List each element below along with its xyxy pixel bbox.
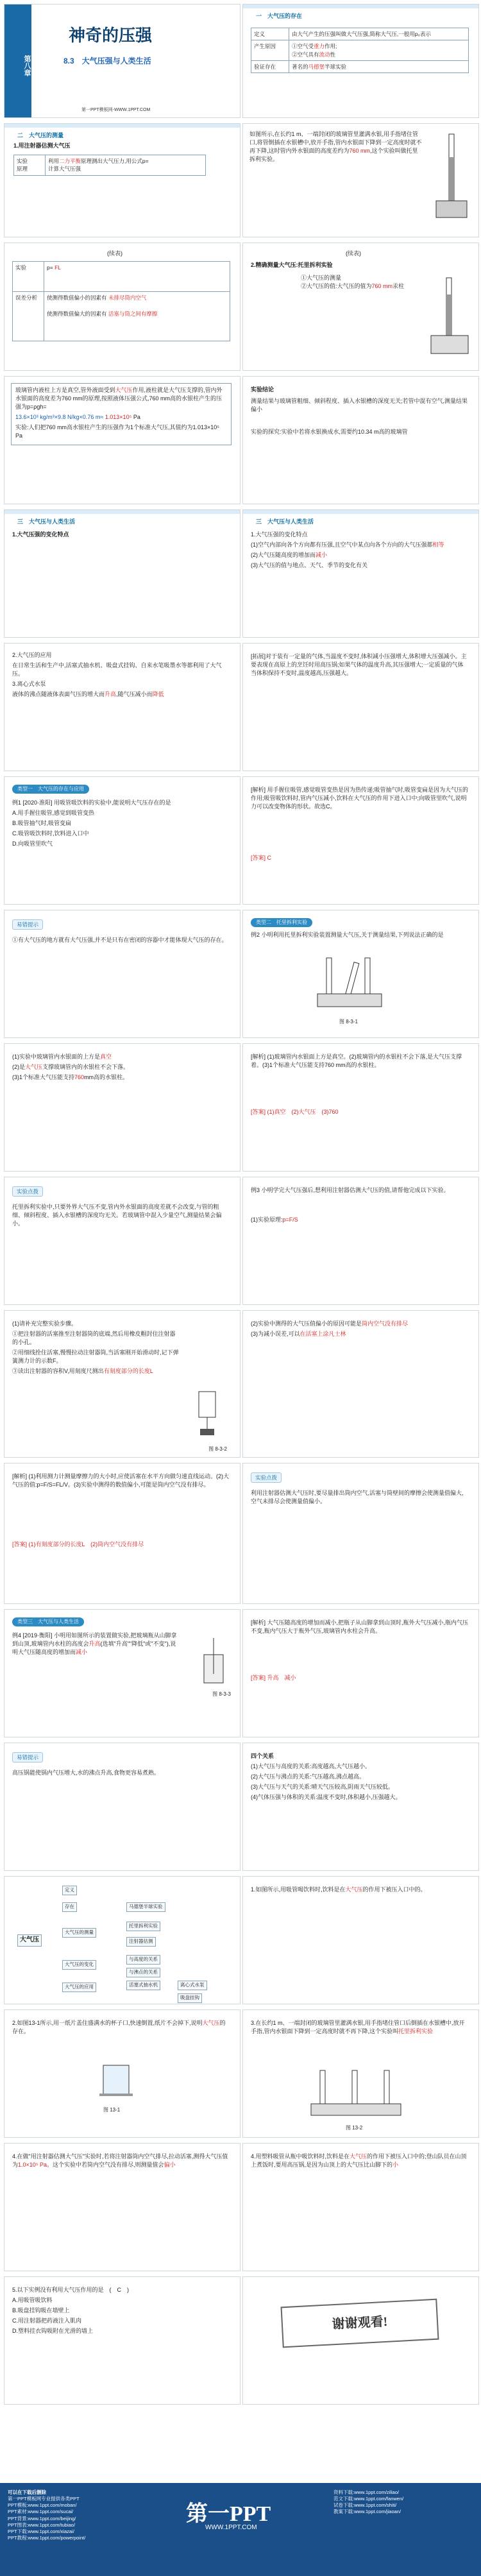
paragraph: 高压锅能使锅内气压增大,水的沸点升高,食物更容易煮熟。 [12, 1770, 160, 1776]
text: 随气压减小而 [117, 691, 153, 698]
text: 的作用下被压入口中的。 [362, 1886, 426, 1893]
text: mm高的水银柱。 [84, 1074, 129, 1081]
mindmap-node: 与沸点的关系 [126, 1968, 160, 1977]
text: 如图所示,在长约1 m、一端封闭的玻璃管里灌满水银,用手指堵住管口,将管倒插在水银槽中,放开手指,管内水银面下降到一定高度时就不再下降,这时管内外水银面的高度差约为 [249, 131, 422, 155]
principle-box [11, 383, 232, 445]
option: D.向吸管里吹气 [12, 840, 53, 848]
answer: 相等 [432, 542, 444, 549]
paragraph: 测量结果与玻璃管粗细、倾斜程度、插入水银槽的深度无关;若管中混有空气,测量结果偏小 [251, 398, 468, 413]
slide-tip3 [242, 1463, 479, 1604]
text: 3.在长约1 m、一端封闭的玻璃管里灌满水银,用手指堵住管口后倒插在水银槽中,放开手指,管内水银面下降到一定高度时就不再下降,这个实验叫 [251, 2020, 465, 2035]
list-item: (2)大气压与沸点的关系:气压越高,沸点越高。 [251, 1773, 366, 1780]
text: ②空气具有 [292, 51, 319, 58]
text: 液体的沸点随液体表面气压的增大而 [12, 691, 105, 698]
paragraph: [拓展]对于装有一定量的气体,当温度不变时,体积减小压强增大,体积增大压强减小。主要表现在高原上的烹饪时用高压锅;如果气体的温度升高,其压强增大;一定质量的气体当体积保持不变时,温度越高,压强越大。 [251, 653, 467, 677]
answer: 升高 [105, 691, 117, 698]
footer-link[interactable]: PPT图表:www.1ppt.com/tubiao/ [8, 2521, 76, 2528]
mindmap-node: 活塞式抽水机 [126, 1981, 160, 1990]
question [12, 2153, 230, 2169]
mindmap-node: 大气压的测量 [62, 1928, 96, 1938]
row-label: 实验 [13, 262, 44, 292]
text: 性 [330, 51, 336, 58]
question [251, 2019, 469, 2036]
concept-table [251, 28, 469, 73]
list [251, 1320, 469, 1340]
slide-example3 [242, 1177, 479, 1305]
slide-exercise4 [4, 2143, 240, 2271]
slide-pressure-life-a [4, 509, 240, 638]
text: 作用; [325, 43, 337, 50]
row-label: 验证存在 [251, 60, 289, 73]
list-item: (3)大气压的值与地点、天气、季节的变化有关 [251, 562, 368, 569]
answer: 大气压 [25, 1064, 43, 1071]
list [251, 531, 469, 572]
answer: [答案] (1)有刻度部分的长度L (2)筒内空气没有排尽 [12, 1541, 144, 1548]
text: 的存在。 [12, 2020, 226, 2035]
slide-exercise3 [242, 2009, 479, 2138]
answer: 760 mm [349, 148, 371, 155]
mindmap-node: 与高度的关系 [126, 1955, 160, 1965]
list-item: 1.大气压强的变化特点 [251, 531, 308, 538]
tip-tag: 易错提示 [12, 919, 43, 930]
label: 实验 [17, 158, 28, 164]
question [12, 799, 230, 850]
footer-link[interactable]: PPT教程:www.1ppt.com/powerpoint/ [8, 2534, 86, 2541]
paragraph: ①有大气压的地方就有大气压强,并不是只有在密闭的容器中才能体现大气压的存在。 [12, 937, 228, 943]
list-item: 四个关系 [251, 1753, 274, 1759]
barometer-diagram [432, 132, 471, 221]
answer: 大气压 [350, 2153, 367, 2160]
list-item: (1)大气压与高度的关系:高度越高,大气压越小。 [251, 1763, 371, 1770]
mindmap-center: 大气压 [17, 1934, 42, 1947]
list: 2.大气压的应用 在日常生活和生产中,活塞式抽水机、吸盘式挂钩、自来水笔吸墨水等都利用了大气压。 3.离心式水泵 液体的沸点随液体表面气压的增大而升高,随气压减小而降低 [12, 651, 230, 701]
answer: FL [55, 264, 61, 271]
text: ①空气受 [292, 43, 314, 50]
analysis: [解析] 大气压随高度的增加而减小,把瓶子从山脚拿到山顶时,瓶外大气压减小,瓶内气压不变,瓶内气压大于瓶外气压,玻璃管内水柱会升高。 [251, 1619, 469, 1635]
footer-link[interactable]: 试卷下载:www.1ppt.com/shiti/ [333, 2502, 397, 2509]
answer: 1.0×10⁵ Pa [18, 2162, 47, 2169]
tip-tag: 易错提示 [12, 1752, 43, 1762]
syringe-figure [186, 1388, 231, 1439]
list-item: ①把注射器的活塞推至注射器筒的底端,然后用橡皮帽封住注射器的小孔。 [12, 1331, 176, 1346]
type-pill: 类型一 大气压的存在与应用 [12, 785, 89, 794]
answer: [答案] C [251, 855, 272, 861]
answer: [答案] (1)真空 (2)大气压 (3)760 [251, 1109, 339, 1115]
answer: 1.013×10⁵ [105, 414, 132, 421]
option: B.吸盘挂钩吸在墙壁上 [12, 2307, 70, 2314]
slide-measure [4, 123, 240, 237]
answer: 在活塞上涂凡士林 [300, 1331, 346, 1338]
answer: 筒内空气没有排尽 [362, 1320, 409, 1327]
cup-figure [94, 2061, 139, 2100]
section-title: 一 大气压的存在 [256, 13, 303, 19]
analysis: [解析] (1)利用测力计测量摩擦力的大小时,应使活塞在水平方向做匀速直线运动。(2)大气压的值:p=F/S=FL/V。(3)实验中测得的数值偏小,可能是筒内空气没有排尽。 [12, 1473, 230, 1488]
answer: 760 [74, 1074, 85, 1081]
option: C.用注射器把药液注入肌肉 [12, 2317, 82, 2324]
slide-tip2 [4, 1177, 240, 1305]
slide-principle [4, 376, 240, 504]
answer: 大气压 [345, 1886, 363, 1893]
slide-exercise6 [4, 2276, 240, 2405]
list-item: 2.大气压的应用 [12, 652, 52, 658]
text: (选填"升高""降低"或"不变"),说明大气压随高度的增加而 [12, 1641, 176, 1656]
answer: 减小 [316, 552, 328, 559]
text: 使测得数值偏大的因素有 [47, 310, 107, 317]
question [12, 1632, 179, 1657]
slide-exercise1 [242, 1876, 479, 2004]
footer-site: WWW.1PPT.COM [205, 2524, 257, 2531]
text: 1.如图所示,用吸管喝饮料时,饮料是在 [251, 1886, 346, 1893]
answer: 减小 [76, 1649, 88, 1656]
analysis: [解析] (1)玻璃管内水银面上方是真空。(2)玻璃管内的水银柱不会下落,是大气压支撑着。(3)1个标准大气压能支持760 mm高的水银柱。 [251, 1053, 462, 1069]
slide-example2 [242, 910, 479, 1038]
figure-caption: 图 13-1 [103, 2107, 121, 2113]
tubes-figure [307, 2068, 410, 2119]
question [251, 1886, 469, 1894]
slide-accurate-measure [242, 243, 479, 371]
answer: 未排尽筒内空气 [108, 294, 147, 301]
text: 2.如图13-1所示,用一纸片盖住盛满水的杯子口,快速倒置,纸片不会掉下,说明 [12, 2020, 203, 2026]
slide-four-relations [242, 1743, 479, 1871]
text: 支撑玻璃管内的水银柱不会下落。 [42, 1064, 130, 1071]
figure-caption: 图 8-3-1 [339, 1019, 358, 1025]
heading: 2.精确测量大气压:托里拆利实验 [251, 262, 333, 268]
slide-example1 [4, 776, 240, 905]
tube-diagram [427, 275, 472, 359]
question [251, 2153, 469, 2169]
figure-caption: 图 8-3-3 [212, 1691, 231, 1697]
footer-info-right [333, 2489, 475, 2516]
figure-caption: 图 8-3-2 [208, 1446, 227, 1452]
slide-exercise2 [4, 2009, 240, 2138]
option: C.吸管吸饮料时,饮料进入口中 [12, 830, 89, 837]
answer: 活塞与筒之间有摩擦 [108, 310, 158, 317]
text: 4.在做"用注射器估测大气压"实验时,若将注射器筒内空气排尽,拉动活塞,测得大气压值为 [12, 2153, 228, 2169]
slide-example2-questions [4, 1043, 240, 1172]
footer-link[interactable]: PPT素材:www.1ppt.com/sucai/ [8, 2509, 74, 2515]
footer-link[interactable]: PPT下载:www.1ppt.com/xiazai/ [8, 2528, 74, 2534]
answer: 760 mm [371, 283, 393, 290]
section-title: 三 大气压与人类生活 [17, 518, 76, 525]
answer: 偏小 [164, 2162, 176, 2169]
answer: p=F/S [282, 1216, 298, 1223]
tip-tag: 实验点拨 [12, 1186, 43, 1197]
mindmap-node: 托里拆利实验 [126, 1922, 160, 1931]
chapter-label: 第八章 [4, 4, 31, 117]
footer-link[interactable]: 教案下载:www.1ppt.com/jiaoan/ [333, 2509, 401, 2515]
text: (3)为减小误差,可以 [251, 1331, 300, 1338]
mindmap-node: 定义 [62, 1886, 77, 1895]
slide-tip1 [4, 910, 240, 1038]
unit: Pa [133, 414, 140, 421]
heading: 1.用注射器估测大气压 [13, 142, 71, 149]
slide-error-analysis [4, 243, 240, 371]
answer: 升高 [89, 1641, 101, 1648]
text: ,这个实验叫做托里拆利实验。 [249, 148, 418, 163]
list [251, 1752, 469, 1804]
section-title: 二 大气压的测量 [17, 132, 64, 139]
answer: 大气压 [115, 387, 133, 393]
section-title: 三 大气压与人类生活 [256, 518, 314, 525]
type-pill: 类型二 托里拆利实验 [251, 918, 312, 927]
footer-link[interactable]: PPT背景:www.1ppt.com/beijing/ [8, 2515, 76, 2521]
row-label: 定义 [251, 28, 289, 40]
footer-logo: 第一PPT [186, 2502, 271, 2526]
answer: 有刻度部分的长度L [103, 1368, 153, 1375]
mindmap-node: 离心式水泵 [178, 1981, 207, 1990]
mindmap-node: 大气压的应用 [62, 1983, 96, 1992]
slide-tip4 [4, 1743, 240, 1871]
slide-example4 [4, 1609, 240, 1737]
caption: (续表) [346, 250, 361, 257]
row-label: 误差分析 [13, 292, 44, 341]
text: (2)实验中测得的大气压值偏小的原因可能是 [251, 1320, 362, 1327]
list-item: ②用细线拴住活塞,慢慢拉动注射器筒,当活塞刚开始滑动时,记下弹簧测力计的示数F。 [12, 1349, 179, 1365]
mindmap-node: 注射器估测 [126, 1937, 156, 1947]
footer-info [8, 2489, 136, 2541]
list [12, 1053, 230, 1084]
slide-extension [242, 643, 479, 771]
paragraph: 利用注射器估测大气压时,要尽量排出筒内空气,活塞与筒壁间的摩擦会使测量值偏大,空气未排尽会使测量值偏小。 [251, 1490, 464, 1505]
paragraph [249, 130, 423, 164]
question-stem: 例2 小明利用托里拆利实验装置测量大气压,关于测量结果,下列说法正确的是 [251, 932, 444, 938]
slide-example3-steps [4, 1310, 240, 1458]
answer: 托里拆利实验 [398, 2028, 434, 2035]
formula: 13.6×10³ kg/m³×9.8 N/kg×0.76 m≈ [15, 414, 104, 421]
footer-link[interactable]: 资料下载:www.1ppt.com/ziliao/ [333, 2489, 400, 2495]
type-pill: 类型三 大气压与人类生活 [12, 1617, 84, 1626]
text: 原理测出大气压力,用公式p= [81, 158, 149, 164]
text: ③读出注射器的容积V,用刻度尺测出 [12, 1368, 104, 1375]
answer: 流动 [319, 51, 330, 58]
list-item: (1)请补充完整实验步骤。 [12, 1320, 78, 1327]
slide-conclusion [242, 376, 479, 504]
question-stem: 5.以下实例没有利用大气压作用的是 ( C ) [12, 2287, 130, 2293]
analysis: [解析] 用手握住吸管,感觉吸管变热是因为热传递;吸管抽气时,吸管变扁是因为大气压的作用;吸管吸饮料时,管内气压减小,饮料在大气压的作用下进入口中;向吸管里吹气,说明力可以改变物体的形状。故选C。 [251, 787, 469, 810]
text: (1)空气内部向各个方向都有压强,且空气中某点向各个方向的大气压强都 [251, 542, 433, 549]
footer-banner [0, 2483, 481, 2576]
text: 著名的 [292, 63, 308, 70]
option: B.吸管抽气时,吸管变扁 [12, 820, 72, 827]
text: 汞柱 [392, 283, 405, 290]
list-item: 3.离心式水泵 [12, 681, 46, 688]
figure-caption: 图 13-2 [346, 2125, 363, 2131]
paragraph [301, 274, 416, 291]
text: 利用 [48, 158, 60, 164]
slide-torricelli-text [242, 123, 479, 237]
question [12, 2019, 230, 2036]
footer-link[interactable]: 范文下载:www.1ppt.com/fanwen/ [333, 2496, 404, 2502]
mindmap-node: 吸盘挂钩 [178, 1993, 202, 2003]
text: 例4 [2019·衡阳] 小明用如图所示的装置做实验,把玻璃瓶从山脚拿到山顶,玻璃管内水柱的高度会 [12, 1632, 177, 1648]
row-value: 由大气产生的压强叫做大气压强,简称大气压,一般用p₀表示 [289, 28, 469, 40]
label: 原理 [17, 166, 28, 173]
mindmap-node: 大气压的变化 [62, 1960, 96, 1970]
slide-example3-answer [4, 1463, 240, 1604]
text: ②大气压的值:大气压的值为 [301, 283, 372, 290]
experiment-figure [314, 955, 391, 1013]
paragraph: 实验的探究:实验中若将水银换成水,需要约10.34 m高的玻璃管 [251, 429, 408, 435]
answer: 二力平衡 [59, 158, 81, 164]
slide-example4-answer [242, 1609, 479, 1737]
question-stem: 例3 小明学完大气压强后,想利用注射器估测大气压的值,请帮他完成以下实验。 [251, 1187, 450, 1193]
list-item: 在日常生活和生产中,活塞式抽水机、吸盘式挂钩、自来水笔吸墨水等都利用了大气压。 [12, 662, 222, 678]
text: (1)实验中玻璃管内水银面的上方是 [12, 1053, 101, 1060]
label: 实验结论 [251, 386, 274, 393]
question-stem: 例1 [2020·淮阳] 用吸管吸饮料的实验中,能说明大气压存在的是 [12, 799, 171, 806]
text: 4.用塑料吸管从瓶中吸饮料时,饮料是在 [251, 2153, 350, 2160]
heading: 1.大气压强的变化特点 [12, 531, 69, 538]
footer-line: 可以在下载后删除 [8, 2489, 46, 2495]
text: ①大气压的测量 [301, 275, 342, 281]
text: (2)大气压随高度的增加而 [251, 552, 316, 559]
caption: (续表) [107, 250, 122, 257]
cover-subtitle: 8.3 大气压强与人类生活 [63, 56, 151, 65]
analysis-table [12, 261, 230, 341]
footer-line: 第一PPT模板网专业提供各类PPT [8, 2496, 80, 2502]
cover-title: 神奇的压强 [69, 26, 153, 45]
slide-example3-q2 [242, 1310, 479, 1458]
text: 的作用下被压入口中的;登山队员在山顶上煮饭时,要用高压锅,是因为山顶上的大气压比山脚下的 [251, 2153, 467, 2169]
answer: 小 [392, 2162, 399, 2169]
list [12, 1320, 179, 1378]
text: 玻璃管内液柱上方是真空,管外液面受到 [15, 387, 115, 393]
mindmap-node: 存在 [62, 1902, 77, 1912]
mindmap-node: 马德堡半球实验 [126, 1902, 165, 1912]
thanks-banner: 谢谢观看! [280, 2299, 439, 2348]
answer: [答案] 升高 减小 [251, 1675, 296, 1681]
bottle-figure [198, 1635, 230, 1687]
principle [251, 1216, 298, 1224]
answer: 降低 [152, 691, 164, 698]
answer: 真空 [100, 1053, 112, 1060]
slide-example1-answer [242, 776, 479, 905]
paragraph: 托里拆利实验中,只要外界大气压不变,管内外水银面的高度差就不会改变,与管的粗细、倾斜程度、插入水银槽的深度均无关。若玻璃管中混入少量空气,测量结果会偏小。 [12, 1204, 222, 1227]
conclusion: 实验:人们把760 mm高水银柱产生的压强作为1个标准大气压,其值约为1.013×10⁵ Pa [15, 424, 220, 439]
cover-site: 第一PPT模板网-WWW.1PPT.COM [81, 108, 151, 112]
slide-applications [4, 643, 240, 771]
text: (2)是 [12, 1064, 25, 1071]
row-label: 产生原因 [251, 40, 289, 61]
slide-thanks [242, 2276, 479, 2405]
slide-exercise5 [242, 2143, 479, 2271]
text: 半球实验 [325, 63, 347, 70]
option: A.用吸管吸饮料 [12, 2297, 53, 2304]
tip-tag: 实验点拨 [251, 1472, 282, 1483]
footer-link[interactable]: PPT模板:www.1ppt.com/moban/ [8, 2502, 77, 2509]
text: 作用,液柱就是大气压支撑的,管内外水银面的高度差为760 mm的原理,按照液体压强公式,760 mm高的水银柱产生的压强为p=ρgh= [15, 387, 223, 411]
text: 使测得数值偏小的因素有 [47, 294, 107, 301]
slide-pressure-life-b [242, 509, 479, 638]
text: (1)实验原理: [251, 1216, 283, 1223]
answer: 重力 [314, 43, 325, 50]
formula: p= [47, 264, 53, 271]
slide-mindmap [4, 1876, 240, 2004]
answer: 大气压 [202, 2020, 220, 2026]
option: A.用手握住吸管,感觉到吸管变热 [12, 810, 95, 817]
text: (3)1个标准大气压能支持 [12, 1074, 75, 1081]
slide-atmosphere-exist [242, 4, 479, 118]
text: 。这个实验中若筒内空气没有排尽,则测量值会 [47, 2162, 164, 2169]
list-item: (3)大气压与天气的关系:晴天气压较高,阴雨天气压较低。 [251, 1784, 394, 1791]
slide-cover [4, 4, 240, 118]
answer: 马德堡 [308, 63, 325, 70]
question [12, 2286, 230, 2337]
option: D.塑料挂衣钩吸附在光滑的墙上 [12, 2328, 94, 2335]
principle-table [13, 155, 206, 176]
slide-example2-answer [242, 1043, 479, 1172]
text: 计算大气压强 [48, 166, 81, 173]
list-item: (4)气体压强与体积的关系:温度不变时,体积越小,压强越大。 [251, 1794, 401, 1801]
